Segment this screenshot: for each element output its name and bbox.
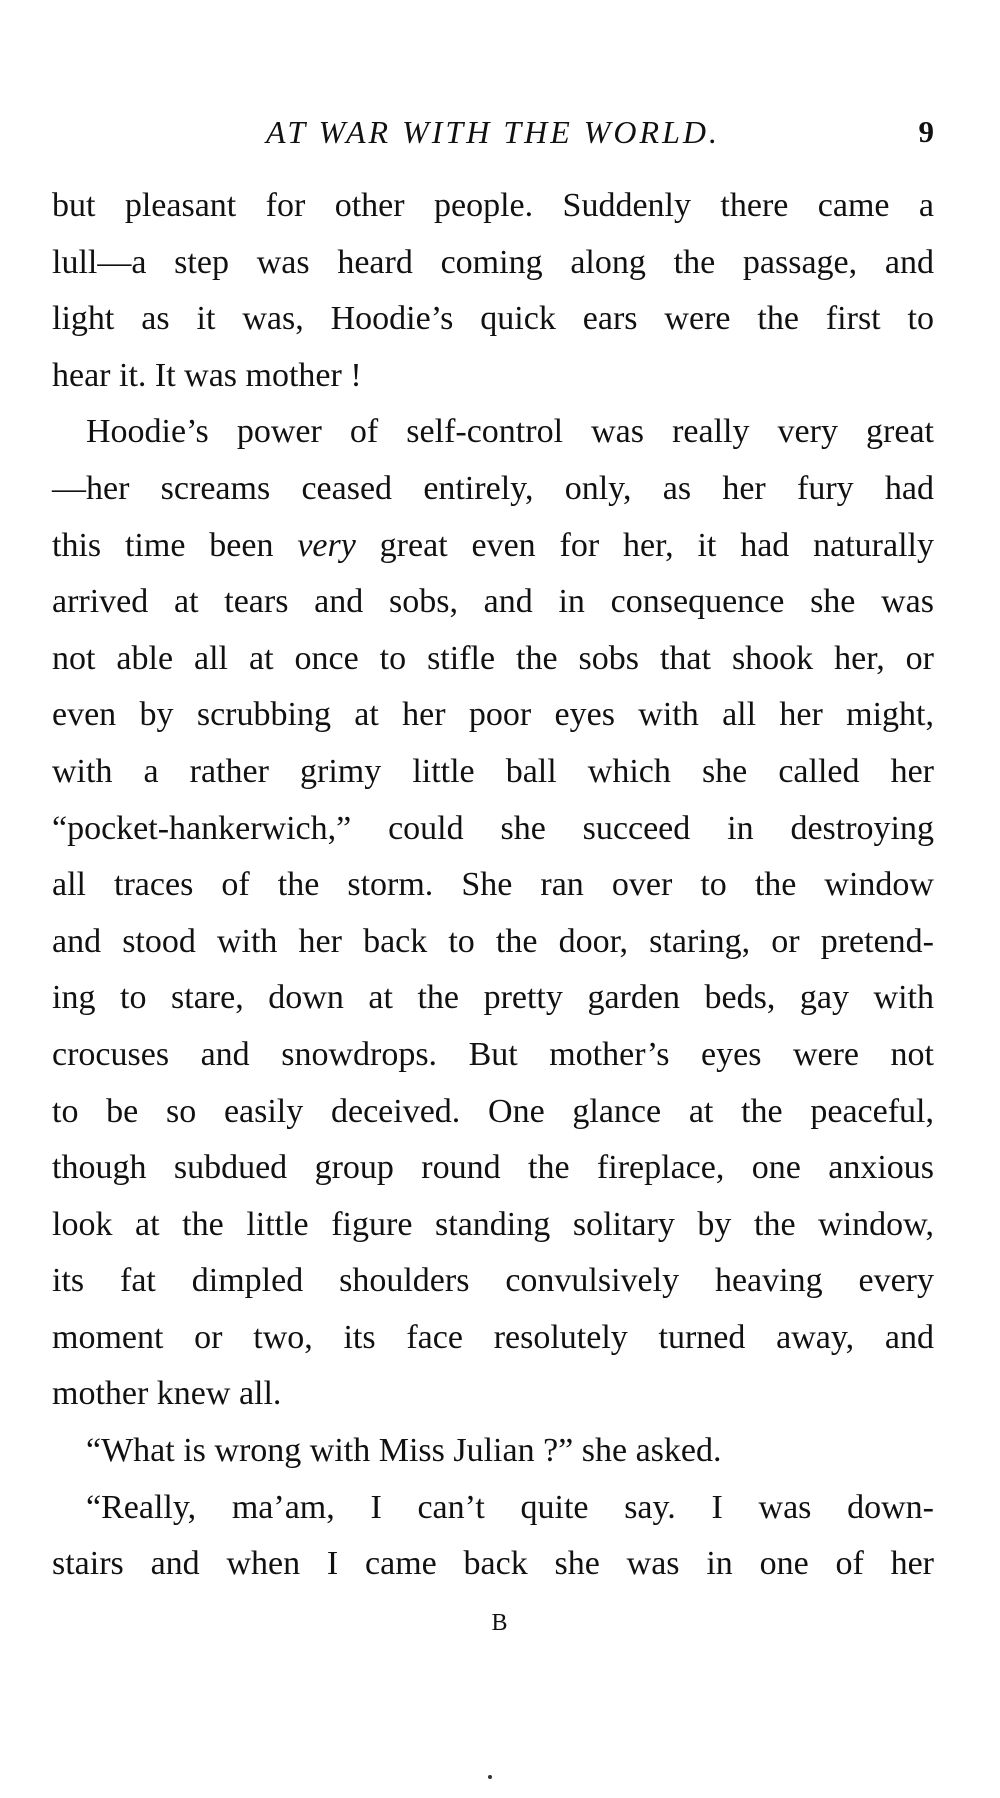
text-line: all traces of the storm. She ran over to the window <box>52 866 934 904</box>
paragraph-2 <box>52 404 934 1423</box>
emphasis: very <box>297 526 356 564</box>
text-line: “pocket-hankerwich,” could she succeed in destroying <box>52 809 934 847</box>
text-line: arrived at tears and sobs, and in consequence she was <box>52 583 934 621</box>
body-text <box>52 178 934 1593</box>
running-head <box>52 114 934 164</box>
page-number: 9 <box>918 114 934 149</box>
paragraph-1 <box>52 178 934 404</box>
text-line: and stood with her back to the door, staring, or pretend- <box>52 922 934 960</box>
ink-speck <box>488 1775 492 1779</box>
text-line: even by scrubbing at her poor eyes with all her might, <box>52 696 934 734</box>
paragraph-4 <box>52 1480 934 1593</box>
text-line: ing to stare, down at the pretty garden beds, gay with <box>52 979 934 1017</box>
text-line: this time been very great even for her, it had naturally <box>52 526 934 564</box>
text-line: not able all at once to stifle the sobs that shook her, or <box>52 639 934 677</box>
text-line: its fat dimpled shoulders convulsively heaving every <box>52 1262 934 1300</box>
text-line: stairs and when I came back she was in one of her <box>52 1545 934 1583</box>
signature-mark: B <box>491 1610 509 1636</box>
text-line: lull—a step was heard coming along the passage, and <box>52 243 934 281</box>
text-line: with a rather grimy little ball which she called her <box>52 752 934 790</box>
text-line: “What is wrong with Miss Julian ?” she asked. <box>86 1432 722 1470</box>
text-line: but pleasant for other people. Suddenly there came a <box>52 187 934 224</box>
text-line: mother knew all. <box>52 1375 282 1413</box>
text-line: though subdued group round the fireplace, one anxious <box>52 1149 934 1187</box>
text-line: moment or two, its face resolutely turned away, and <box>52 1318 934 1356</box>
text-line: to be so easily deceived. One glance at the peaceful, <box>52 1092 934 1130</box>
text-line: look at the little figure standing solitary by the window, <box>52 1205 934 1243</box>
text-line: “Really, ma’am, I can’t quite say. I was down- <box>86 1488 934 1526</box>
text-line: hear it. It was mother ! <box>52 356 362 394</box>
text-line: —her screams ceased entirely, only, as her fury had <box>52 469 934 507</box>
running-title: AT WAR WITH THE WORLD. <box>266 114 720 150</box>
text-line: crocuses and snowdrops. But mother’s eyes were not <box>52 1035 934 1073</box>
text-line: Hoodie’s power of self-control was really very great <box>86 413 934 451</box>
paragraph-3 <box>52 1423 934 1480</box>
text-line: light as it was, Hoodie’s quick ears were the first to <box>52 300 934 338</box>
